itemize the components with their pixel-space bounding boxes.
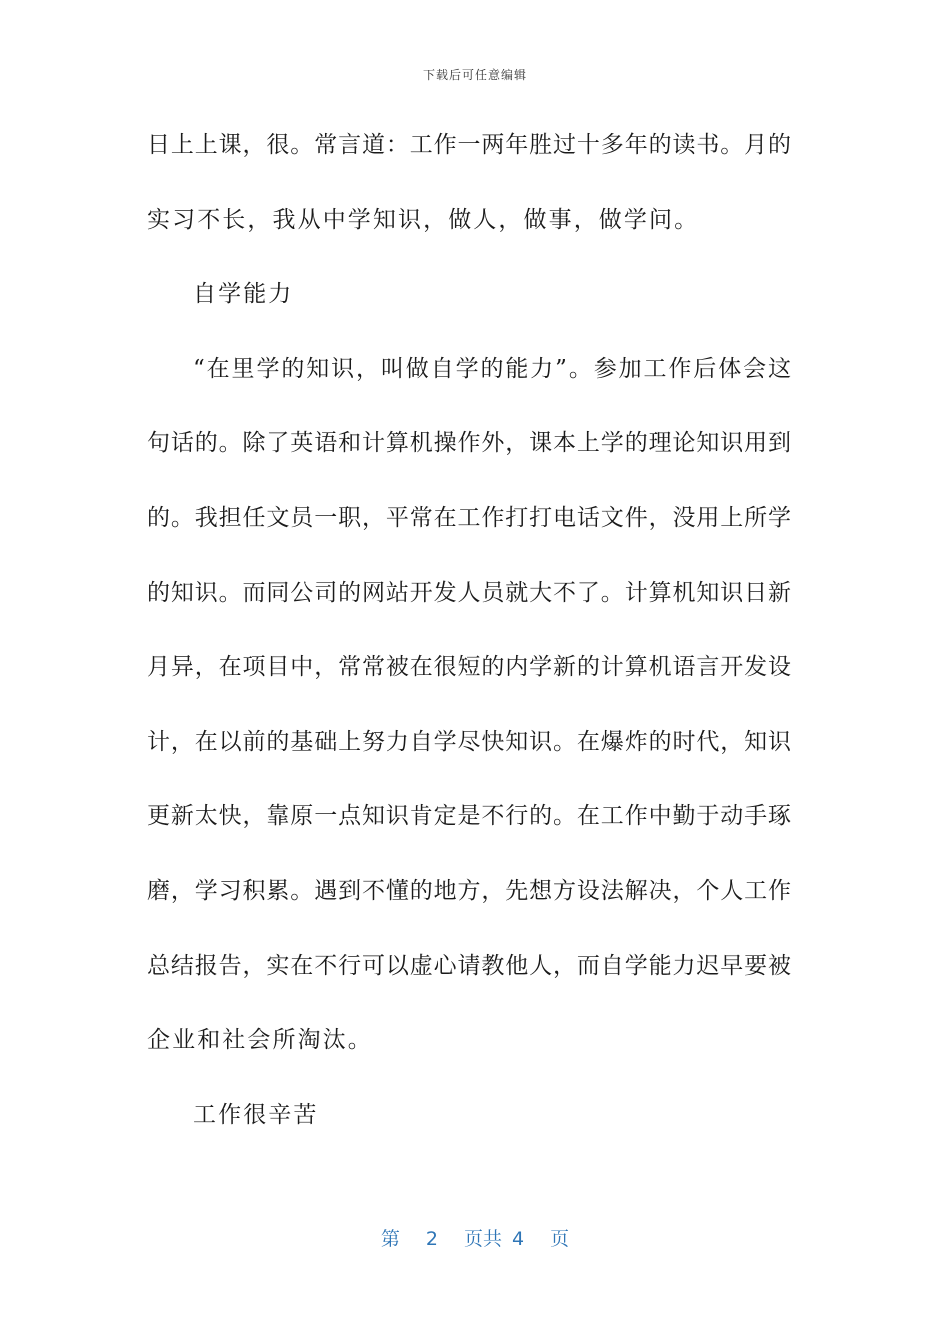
- paragraph-line: 计，在以前的基础上努力自学尽快知识。在爆炸的时代，知识: [147, 728, 791, 755]
- page-footer: [0, 1224, 950, 1251]
- page-label-prefix: 第: [380, 1228, 400, 1250]
- page-label-middle: 页共: [463, 1228, 502, 1250]
- paragraph-line: 月异，在项目中，常常被在很短的内学新的计算机语言开发设: [147, 654, 791, 681]
- paragraph-line: 更新太快，靠原一点知识肯定是不行的。在工作中勤于动手琢: [147, 803, 791, 830]
- paragraph-line: 企业和社会所淘汰。: [147, 1027, 373, 1054]
- section-heading: 工作很辛苦: [193, 1101, 319, 1128]
- paragraph-line: 日上上课，很。常言道：工作一两年胜过十多年的读书。月的: [147, 132, 791, 158]
- section-heading: 自学能力: [193, 281, 294, 308]
- page-header: 下载后可任意编辑: [422, 68, 527, 82]
- paragraph-line: 实习不长，我从中学知识，做人，做事，做学问。: [147, 206, 700, 233]
- paragraph-line: 句话的。除了英语和计算机操作外，课本上学的理论知识用到: [147, 430, 791, 457]
- paragraph-line: 磨，学习积累。遇到不懂的地方，先想方设法解决，个人工作: [147, 877, 791, 904]
- paragraph-line: 总结报告，实在不行可以虚心请教他人，而自学能力迟早要被: [147, 952, 791, 979]
- page-total: 4: [512, 1228, 525, 1250]
- paragraph-line: 的知识。而同公司的网站开发人员就大不了。计算机知识日新: [147, 579, 791, 606]
- page-label-suffix: 页: [550, 1228, 570, 1250]
- body-text: [147, 108, 791, 1152]
- page-number: 2: [425, 1228, 438, 1250]
- paragraph-line: “在里学的知识，叫做自学的能力”。参加工作后体会这: [193, 355, 791, 382]
- paragraph-line: 的。我担任文员一职，平常在工作打打电话文件，没用上所学: [147, 504, 791, 531]
